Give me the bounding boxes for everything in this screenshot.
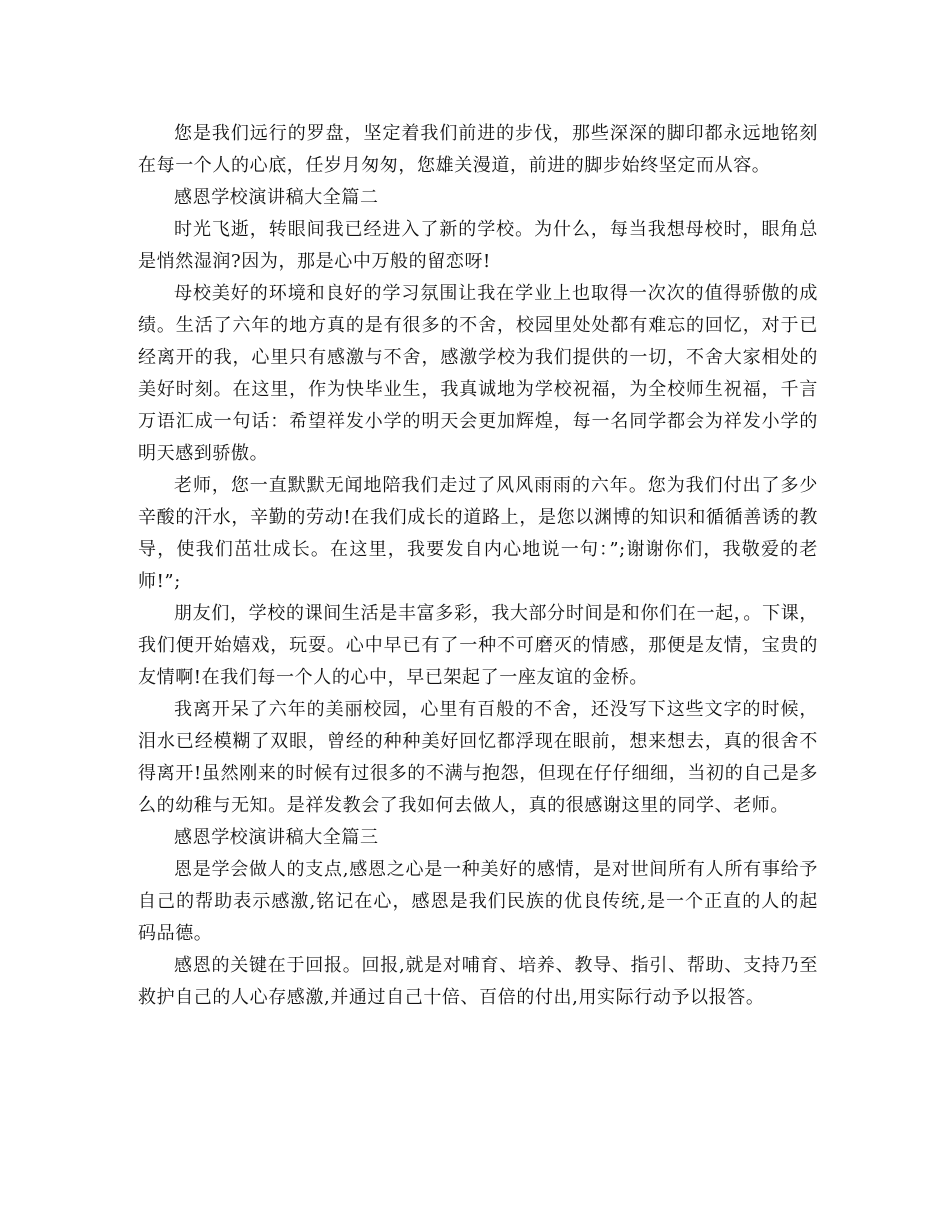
paragraph: 感恩的关键在于回报。回报,就是对哺育、培养、教导、指引、帮助、支持乃至救护自己的人心存感激,并通过自己十倍、百倍的付出,用实际行动予以报答。 bbox=[138, 955, 818, 1008]
section-heading: 感恩学校演讲稿大全篇三 bbox=[174, 827, 379, 848]
paragraph: 我离开呆了六年的美丽校园，心里有百般的不舍，还没写下这些文字的时候，泪水已经模糊了双眼，曾经的种种美好回忆都浮现在眼前，想来想去，真的很舍不得离开!虽然刚来的时候有过很多的不满与抱怨，但现在仔仔细细，当初的自己是多么的幼稚与无知。是祥发教会了我如何去做人，真的很感谢这里的同学、老师。 bbox=[138, 699, 818, 816]
paragraph: 老师，您一直默默无闻地陪我们走过了风风雨雨的六年。您为我们付出了多少辛酸的汗水，辛勤的劳动!在我们成长的道路上，是您以渊博的知识和循循善诱的教导，使我们茁壮成长。在这里，我要发自内心地说一句：”;谢谢你们，我敬爱的老师!”; bbox=[138, 475, 818, 592]
paragraph: 时光飞逝，转眼间我已经进入了新的学校。为什么，每当我想母校时，眼角总是悄然湿润?因为，那是心中万般的留恋呀! bbox=[138, 219, 818, 272]
paragraph: 母校美好的环境和良好的学习氛围让我在学业上也取得一次次的值得骄傲的成绩。生活了六年的地方真的是有很多的不舍，校园里处处都有难忘的回忆，对于已经离开的我，心里只有感激与不舍，感激学校为我们提供的一切，不舍大家相处的美好时刻。在这里，作为快毕业生，我真诚地为学校祝福，为全校师生祝福，千言万语汇成一句话：希望祥发小学的明天会更加辉煌，每一名同学都会为祥发小学的明天感到骄傲。 bbox=[138, 283, 818, 464]
paragraph: 恩是学会做人的支点,感恩之心是一种美好的感情，是对世间所有人所有事给予自己的帮助表示感激,铭记在心，感恩是我们民族的优良传统,是一个正直的人的起码品德。 bbox=[138, 859, 818, 944]
paragraph: 您是我们远行的罗盘，坚定着我们前进的步伐，那些深深的脚印都永远地铭刻在每一个人的心底，任岁月匆匆，您雄关漫道，前进的脚步始终坚定而从容。 bbox=[138, 123, 818, 176]
paragraph: 朋友们，学校的课间生活是丰富多彩，我大部分时间是和你们在一起，。下课，我们便开始嬉戏，玩耍。心中早已有了一种不可磨灭的情感，那便是友情，宝贵的友情啊!在我们每一个人的心中，早已架起了一座友谊的金桥。 bbox=[138, 603, 818, 688]
section-heading: 感恩学校演讲稿大全篇二 bbox=[174, 187, 379, 208]
document-body bbox=[138, 118, 818, 1014]
